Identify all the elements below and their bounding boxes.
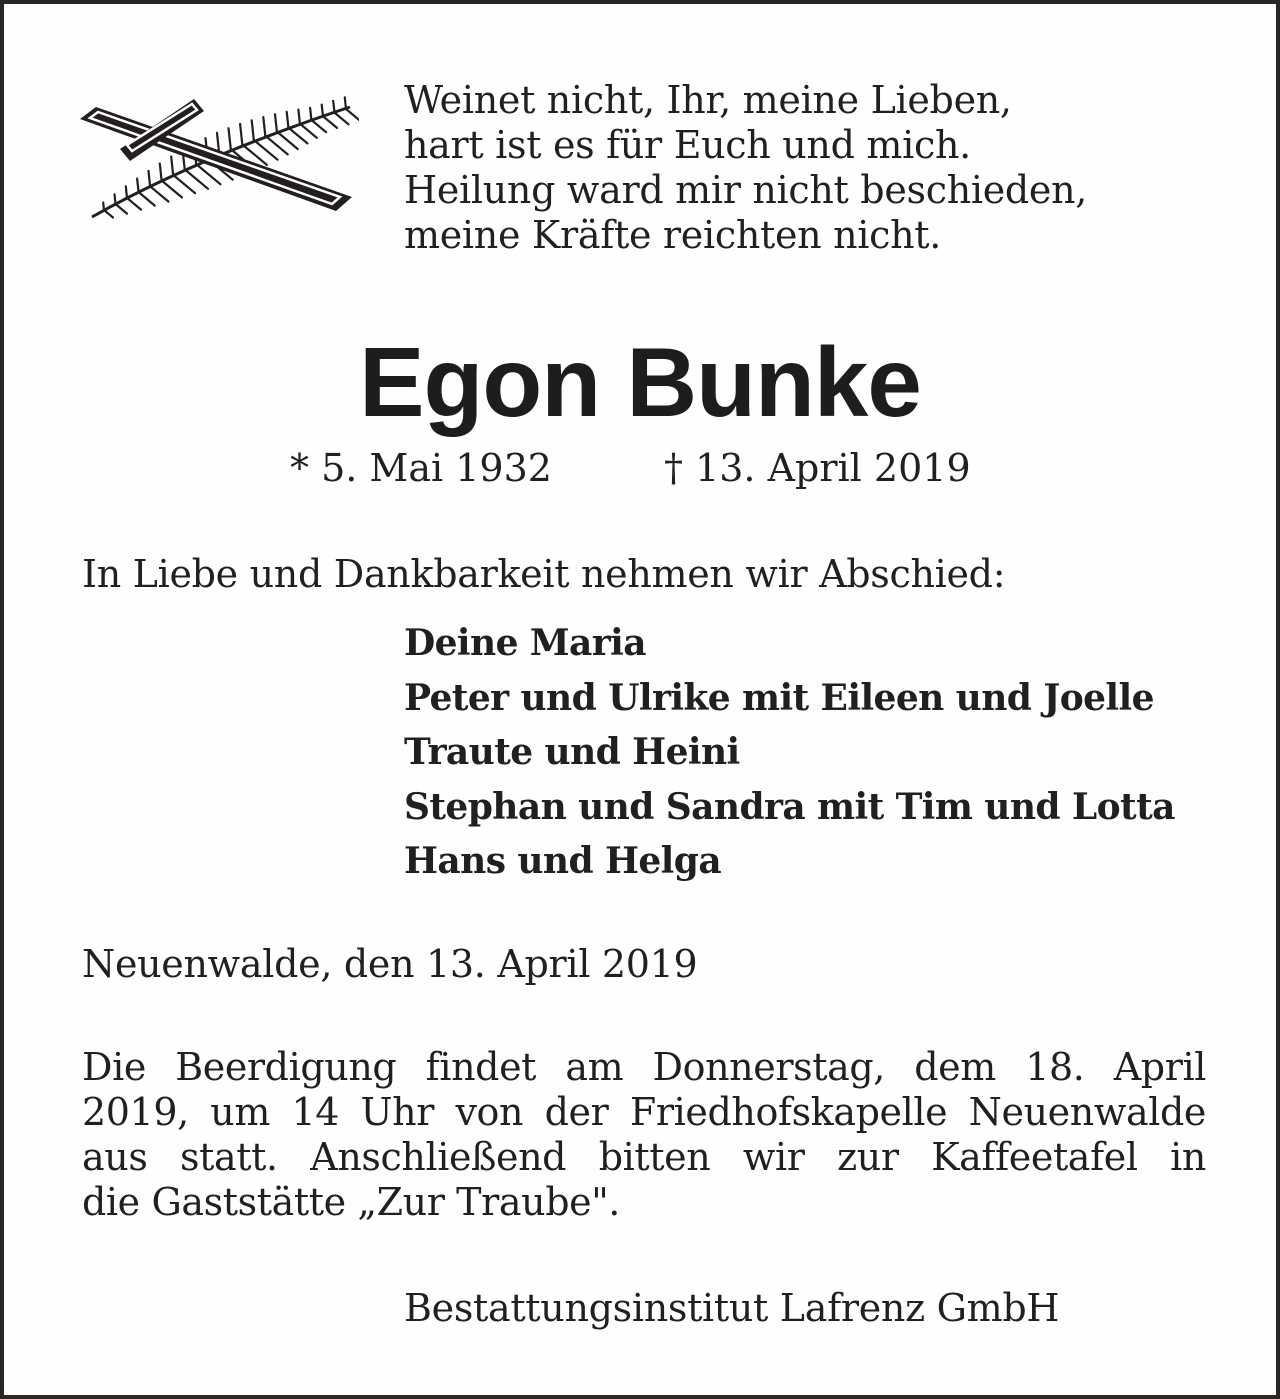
palm-leaf (345, 97, 346, 109)
mourner-entry: Hans und Helga (404, 840, 722, 882)
deceased-name: Egon Bunke (359, 327, 921, 437)
palm-leaf (333, 101, 334, 113)
mourners-list (404, 616, 1175, 889)
palm-leaf (162, 181, 182, 198)
palm-leaf (149, 171, 151, 186)
palm-leaf (103, 203, 104, 211)
palm-leaf (150, 186, 168, 201)
palm-leaf (115, 194, 116, 204)
palm-leaf (298, 110, 300, 124)
palm-leaf (127, 198, 141, 210)
funeral-line: aus statt. Anschließend bitten wir zur Kaffeetafel in (82, 1135, 1206, 1179)
mourner-entry: Peter und Ulrike mit Eileen und Joelle (404, 676, 1154, 719)
palm-leaf (287, 112, 289, 128)
palm-leaf (311, 120, 326, 132)
palm-leaf (310, 108, 311, 120)
palm-leaf (322, 105, 323, 117)
mourner-entry: Stephan und Sandra mit Tim und Lotta (404, 785, 1175, 828)
palm-leaf (346, 109, 359, 121)
funeral-notice (82, 1045, 1206, 1225)
farewell-intro: In Liebe und Dankbarkeit nehmen wir Abschied: (82, 552, 1006, 596)
palm-leaf (277, 132, 298, 149)
poem-line: Weinet nicht, Ihr, meine Lieben, (404, 78, 1012, 122)
palm-leaf (139, 192, 155, 206)
birth-date: * 5. Mai 1932 (290, 446, 552, 490)
palm-leaf (252, 120, 254, 140)
palm-leaf (160, 164, 162, 181)
palm-leaf (240, 124, 242, 145)
palm-leaf (335, 113, 349, 125)
undertaker-signature: Bestattungsinstitut Lafrenz GmbH (404, 1286, 1060, 1330)
mourner-entry: Deine Maria (404, 622, 646, 664)
palm-leaf (116, 204, 128, 214)
funeral-line: 2019, um 14 Uhr von der Friedhofskapelle Neuenwalde (82, 1090, 1206, 1134)
poem-line: meine Kräfte reichten nicht. (404, 213, 942, 257)
cross-with-palm-branch-icon (74, 89, 359, 224)
palm-leaf (263, 117, 265, 136)
funeral-line: die Gaststätte „Zur Traube". (82, 1180, 620, 1224)
poem-line: Heilung ward mir nicht beschieden, (404, 168, 1088, 212)
poem-line: hart ist es für Euch und mich. (404, 123, 971, 167)
palm-leaf (171, 157, 173, 175)
palm-leaf (229, 128, 231, 149)
poem (404, 78, 1087, 258)
funeral-line: Die Beerdigung findet am Donnerstag, dem 18. April (82, 1045, 1206, 1089)
palm-leaf (275, 114, 277, 131)
palm-leaf (288, 128, 307, 144)
palm-leaf (104, 210, 113, 218)
palm-leaf (173, 175, 195, 193)
palm-leaf (126, 186, 127, 198)
place-and-date: Neuenwalde, den 13. April 2019 (82, 942, 698, 986)
palm-leaf (300, 124, 317, 138)
palm-leaf (323, 116, 337, 128)
palm-leaf (137, 179, 139, 193)
death-date: † 13. April 2019 (664, 446, 971, 490)
mourner-entry: Traute und Heini (404, 731, 740, 773)
